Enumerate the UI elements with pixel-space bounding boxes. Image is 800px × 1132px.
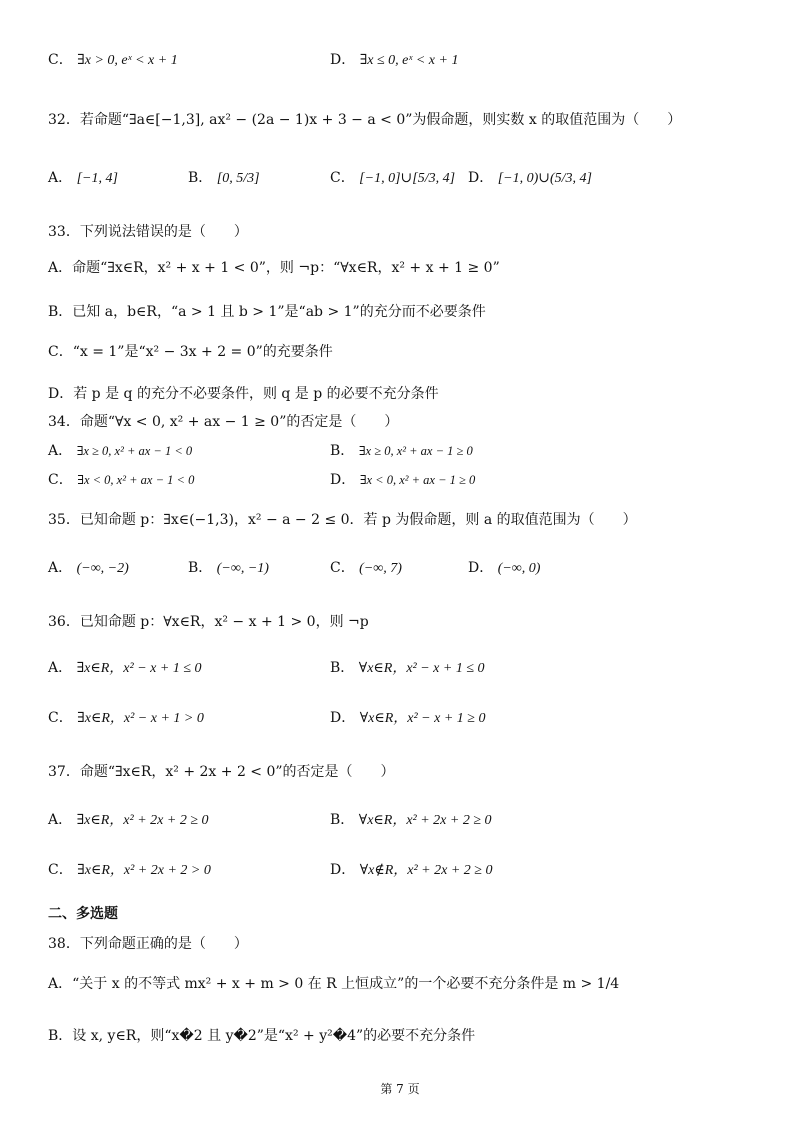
q32-stem: 32．若命题“∃a∈[−1,3], ax² − (2a − 1)x + 3 − a < 0”为假命题，则实数 x 的取值范围为（ ） [48,112,682,128]
q34-option-d: D． ∃x < 0, x² + ax − 1 ≥ 0 [330,472,476,488]
q33-option-d: D．若 p 是 q 的充分不必要条件，则 q 是 p 的必要不充分条件 [48,386,439,402]
q34-stem: 34．命题“∀x < 0, x² + ax − 1 ≥ 0”的否定是（ ） [48,414,399,430]
q37-option-c: C． ∃x∈R，x² + 2x + 2 > 0 [48,862,211,878]
q35-option-a: A． (−∞, −2) [48,560,129,576]
page-number: 第 7 页 [380,1082,420,1096]
section-title: 二、多选题 [48,906,118,922]
q34-option-a: A． ∃x ≥ 0, x² + ax − 1 < 0 [48,443,193,459]
q33-option-a: A．命题“∃x∈R，x² + x + 1 < 0”，则 ¬p：“∀x∈R，x² + x + 1 ≥ 0” [48,260,500,276]
q38-stem: 38．下列命题正确的是（ ） [48,936,248,952]
q36-option-c: C． ∃x∈R，x² − x + 1 > 0 [48,710,204,726]
q34-option-c: C． ∃x < 0, x² + ax − 1 < 0 [48,472,195,488]
q35-option-d: D． (−∞, 0) [468,560,541,576]
q33-option-c: C．“x = 1”是“x² − 3x + 2 = 0”的充要条件 [48,344,333,360]
q36-option-b: B． ∀x∈R，x² − x + 1 ≤ 0 [330,660,485,676]
q36-option-a: A． ∃x∈R，x² − x + 1 ≤ 0 [48,660,202,676]
q35-option-b: B． (−∞, −1) [188,560,269,576]
q36-option-d: D． ∀x∈R，x² − x + 1 ≥ 0 [330,710,486,726]
q31-option-c: C． ∃x > 0, eˣ < x + 1 [48,52,178,68]
q37-stem: 37．命题“∃x∈R，x² + 2x + 2 < 0”的否定是（ ） [48,764,395,780]
q35-stem: 35．已知命题 p：∃x∈(−1,3)，x² − a − 2 ≤ 0．若 p 为假命题，则 a 的取值范围为（ ） [48,512,637,528]
q32-option-d: D． [−1, 0)∪(5/3, 4] [468,170,592,186]
q38-option-a: A．“关于 x 的不等式 mx² + x + m > 0 在 R 上恒成立”的一个必要不充分条件是 m > 1/4 [48,976,620,992]
q37-option-d: D． ∀x∉R，x² + 2x + 2 ≥ 0 [330,862,493,878]
q37-option-a: A． ∃x∈R，x² + 2x + 2 ≥ 0 [48,812,209,828]
q38-option-b: B．设 x, y∈R，则“x�2 且 y�2”是“x² + y²�4”的必要不充分条件 [48,1028,476,1044]
q32-option-a: A． [−1, 4] [48,170,118,186]
q33-option-b: B．已知 a，b∈R，“a > 1 且 b > 1”是“ab > 1”的充分而不必要条件 [48,304,486,320]
q37-option-b: B． ∀x∈R，x² + 2x + 2 ≥ 0 [330,812,492,828]
q33-stem: 33．下列说法错误的是（ ） [48,224,248,240]
q34-option-b: B． ∃x ≥ 0, x² + ax − 1 ≥ 0 [330,443,473,459]
q32-option-b: B． [0, 5/3] [188,170,260,186]
q31-option-d: D． ∃x ≤ 0, eˣ < x + 1 [330,52,459,68]
q35-option-c: C． (−∞, 7) [330,560,402,576]
q32-option-c: C． [−1, 0]∪[5/3, 4] [330,170,456,186]
q36-stem: 36．已知命题 p：∀x∈R，x² − x + 1 > 0，则 ¬p [48,614,369,630]
